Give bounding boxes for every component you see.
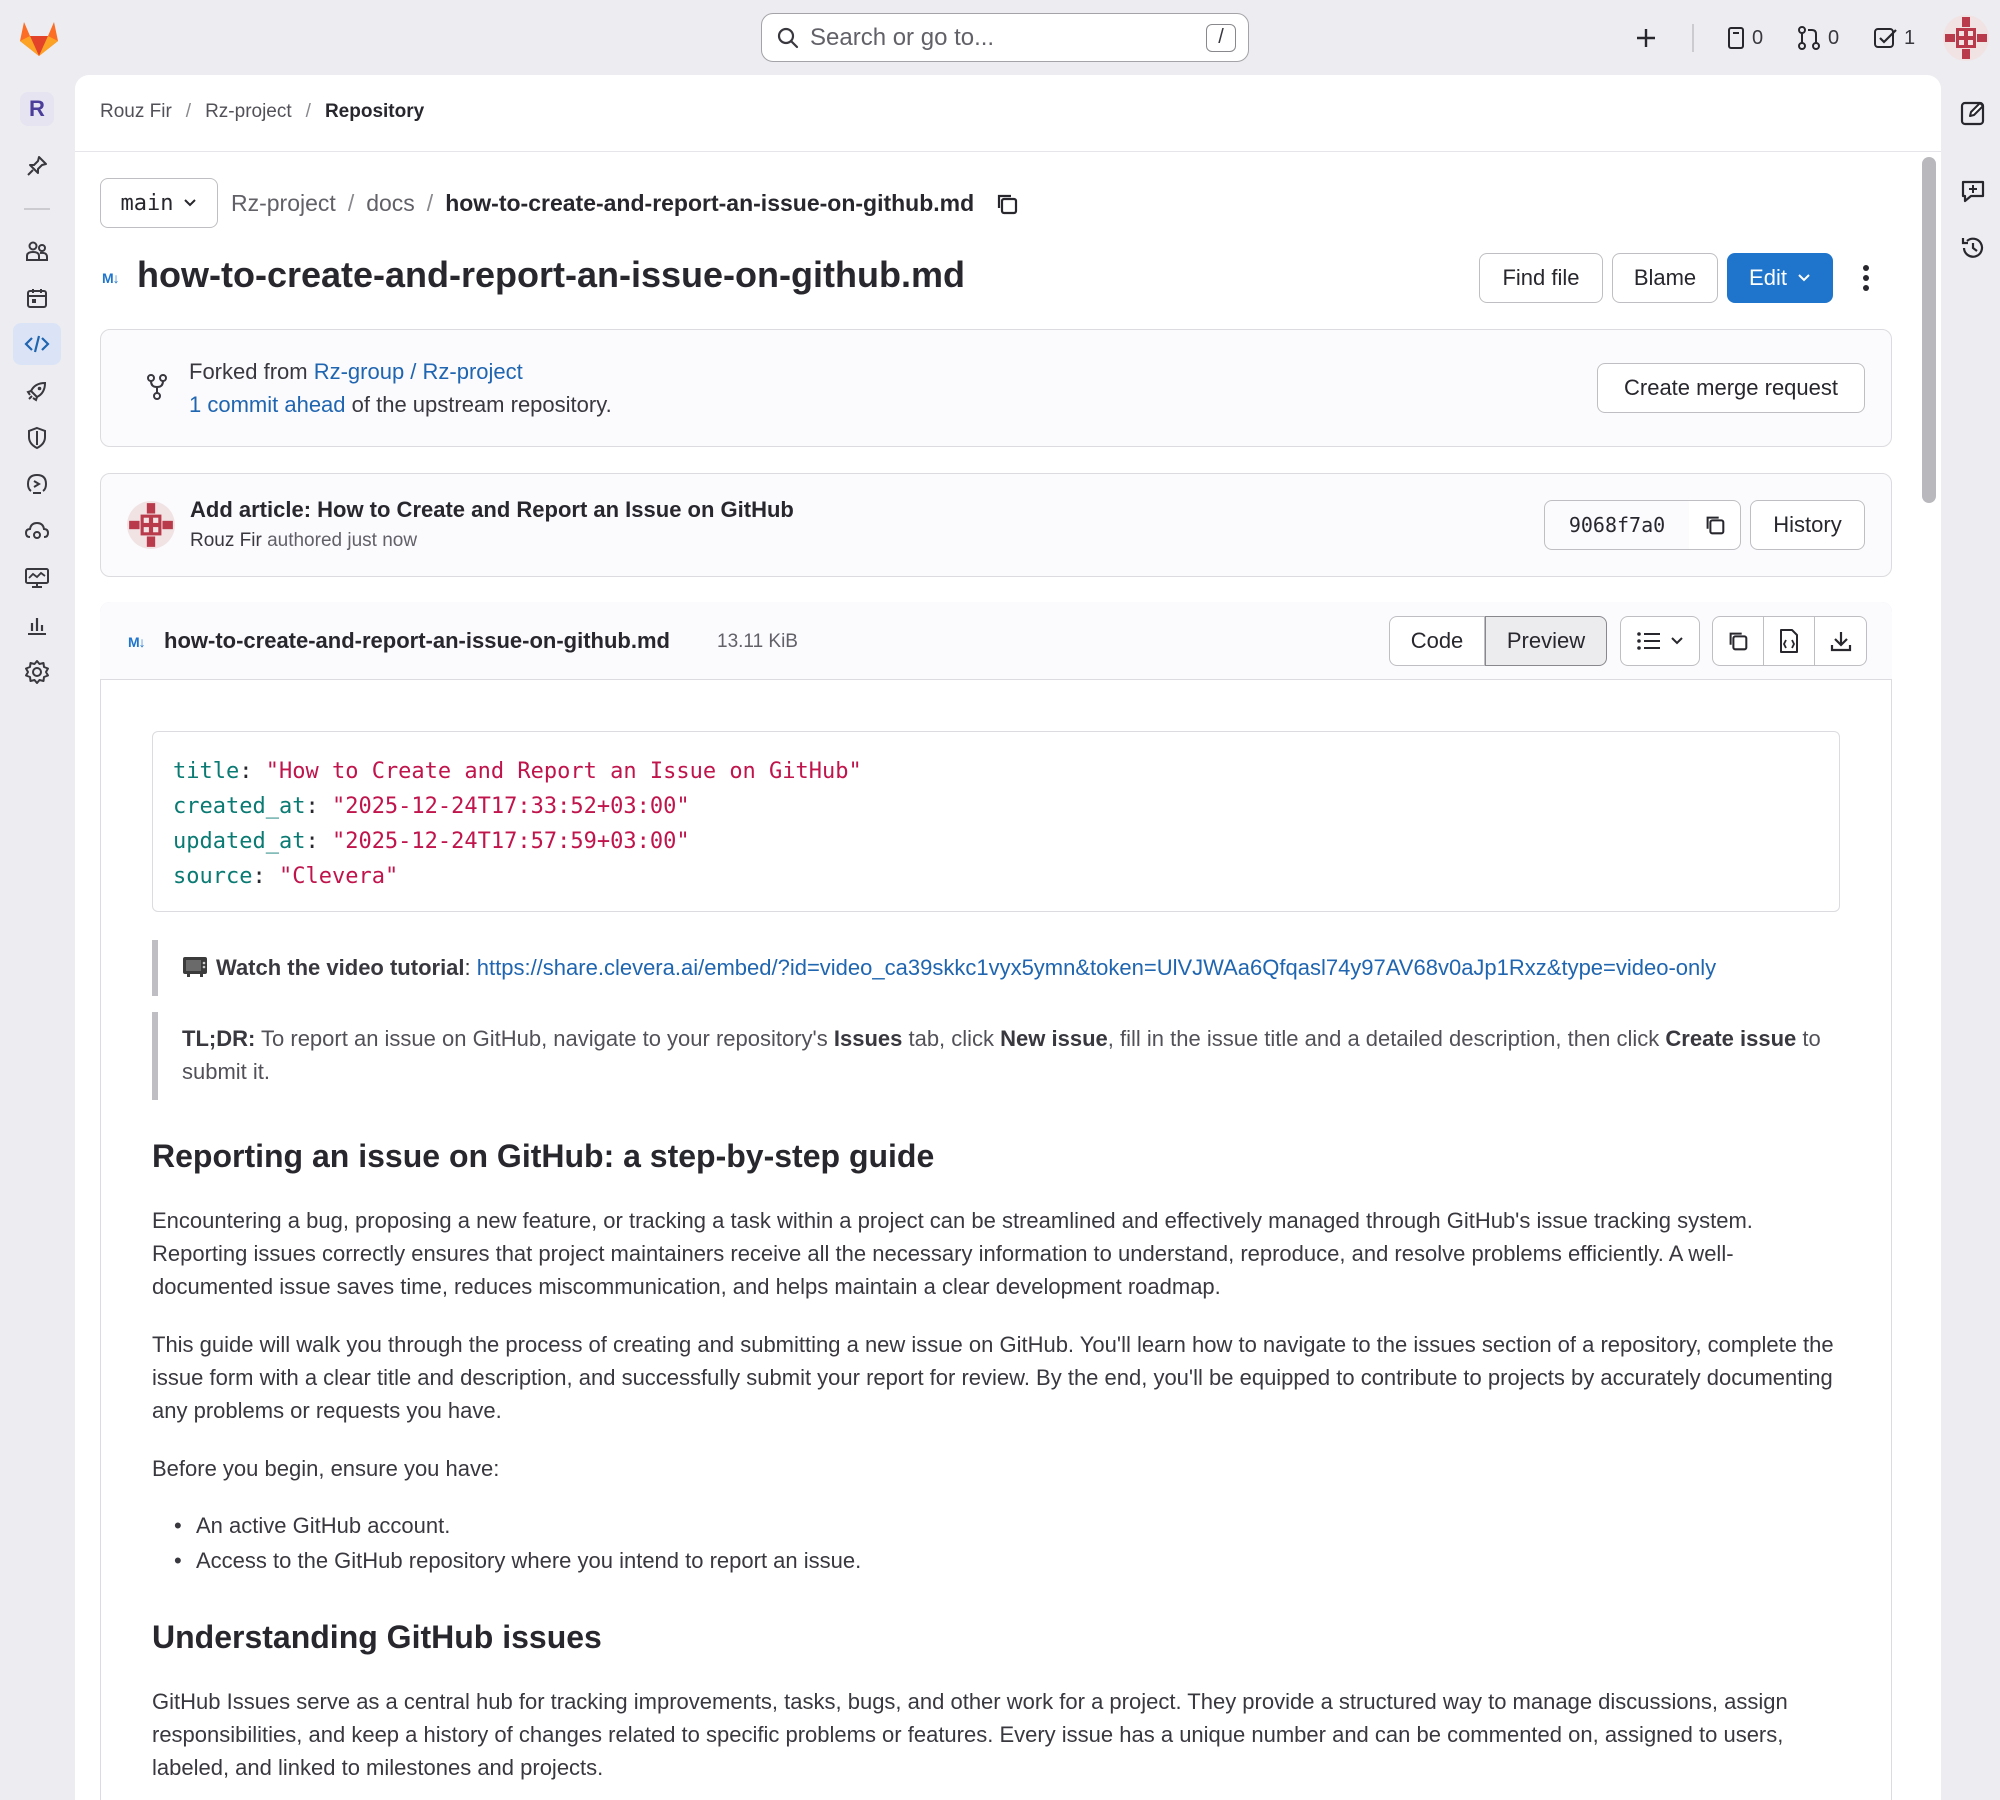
shield-icon bbox=[25, 426, 49, 450]
sidebar-item-deploy[interactable] bbox=[13, 463, 61, 505]
merge-requests-count: 0 bbox=[1828, 26, 1840, 49]
sidebar-item-build[interactable] bbox=[13, 370, 61, 412]
path-separator: / bbox=[347, 190, 355, 216]
copy-icon bbox=[1703, 513, 1727, 537]
monitor-icon bbox=[24, 566, 50, 590]
sidebar-item-secure[interactable] bbox=[13, 417, 61, 459]
issues-button[interactable] bbox=[1726, 25, 1763, 51]
code-view-button[interactable]: Code bbox=[1389, 616, 1485, 666]
commits-ahead-text: 1 commit ahead of the upstream repository. bbox=[189, 392, 612, 417]
merge-request-icon bbox=[1796, 25, 1822, 51]
front-matter-line: created_at: "2025-12-24T17:33:52+03:00" bbox=[173, 794, 690, 819]
commit-meta: Rouz Fir authored just now bbox=[190, 530, 418, 551]
front-matter-line: updated_at: "2025-12-24T17:57:59+03:00" bbox=[173, 829, 690, 854]
project-avatar[interactable]: R bbox=[20, 92, 54, 126]
copy-path-icon[interactable] bbox=[994, 191, 1020, 217]
issue-icon bbox=[1726, 25, 1746, 51]
list-item: • An active GitHub account. bbox=[196, 1513, 450, 1539]
todos-count: 1 bbox=[1904, 26, 1916, 49]
sidebar-item-code[interactable] bbox=[13, 323, 61, 365]
rocket-icon bbox=[25, 379, 49, 403]
commit-author[interactable]: Rouz Fir bbox=[190, 530, 262, 551]
breadcrumb-user[interactable]: Rouz Fir bbox=[100, 101, 172, 122]
fork-source-link[interactable]: Rz-group / Rz-project bbox=[313, 359, 523, 384]
breadcrumb-project[interactable]: Rz-project bbox=[205, 101, 292, 122]
path-segment-file: how-to-create-and-report-an-issue-on-github.md bbox=[445, 190, 975, 216]
comment-add-button[interactable] bbox=[1954, 172, 1992, 210]
breadcrumb-repository[interactable]: Repository bbox=[324, 101, 425, 122]
markdown-icon: M↓ bbox=[102, 270, 119, 286]
search-placeholder: Search or go to... bbox=[810, 23, 995, 51]
create-merge-request-button[interactable]: Create merge request bbox=[1597, 363, 1865, 413]
copy-contents-button[interactable] bbox=[1712, 616, 1764, 666]
breadcrumb-separator: / bbox=[185, 101, 192, 122]
todo-check-icon bbox=[1872, 25, 1898, 51]
rail-divider bbox=[24, 208, 50, 210]
breadcrumb bbox=[100, 101, 424, 123]
history-button[interactable] bbox=[1954, 229, 1992, 267]
kebab-menu-icon bbox=[1854, 260, 1878, 296]
outline-dropdown-button[interactable] bbox=[1620, 616, 1700, 666]
commit-sha[interactable]: 9068f7a0 bbox=[1544, 500, 1708, 550]
history-button[interactable]: History bbox=[1750, 500, 1865, 550]
sidebar-item-monitor[interactable] bbox=[13, 557, 61, 599]
cloud-gear-icon bbox=[24, 519, 50, 543]
blame-button[interactable]: Blame bbox=[1612, 253, 1718, 303]
branch-name: main bbox=[120, 190, 174, 216]
code-icon bbox=[24, 332, 50, 356]
file-title: how-to-create-and-report-an-issue-on-github.md bbox=[137, 254, 965, 295]
paragraph-issues-overview: GitHub Issues serve as a central hub for tracking improvements, tasks, bugs, and other work for a project. They provide a structured way to manage discussions, assign responsibilities, and keep a history of changes related to specific problems or features. Every issue has a unique number and can be commented on, assigned to users, labeled, and linked to milestones and projects. bbox=[152, 1689, 1788, 1780]
raw-file-icon bbox=[1778, 628, 1800, 654]
video-tutorial-quote: Watch the video tutorial: https://share.clevera.ai/embed/?id=video_ca39skkc1vyx5ymn&token=UlVJWAa6Qfqasl74y97AV68v0aJp1Rxz&type=video-only bbox=[152, 940, 1840, 996]
forked-from-text: Forked from Rz-group / Rz-project bbox=[189, 359, 523, 384]
chart-icon bbox=[25, 613, 49, 637]
copy-sha-button[interactable] bbox=[1689, 500, 1741, 550]
front-matter-line: source: "Clevera" bbox=[173, 864, 399, 889]
merge-requests-button[interactable] bbox=[1796, 25, 1839, 51]
gitlab-logo-icon[interactable] bbox=[16, 14, 62, 60]
tldr-quote: TL;DR: To report an issue on GitHub, navigate to your repository's Issues tab, click New issue, fill in the issue title and a detailed description, then click Create issue to submit it. bbox=[152, 1012, 1840, 1100]
edit-note-button[interactable] bbox=[1954, 94, 1992, 132]
chevron-down-icon bbox=[1670, 636, 1684, 646]
path-separator: / bbox=[426, 190, 434, 216]
branch-selector[interactable] bbox=[100, 178, 218, 228]
edit-button-label: Edit bbox=[1749, 265, 1787, 290]
file-path bbox=[231, 190, 1020, 217]
sidebar-item-operate[interactable] bbox=[13, 510, 61, 552]
pin-icon[interactable] bbox=[13, 145, 61, 187]
breadcrumb-separator: / bbox=[305, 101, 311, 122]
sidebar-item-manage[interactable] bbox=[13, 230, 61, 272]
fork-icon bbox=[145, 373, 169, 401]
search-icon bbox=[776, 26, 800, 50]
more-actions-button[interactable] bbox=[1854, 260, 1878, 296]
user-avatar[interactable] bbox=[1942, 14, 1990, 62]
markdown-icon: M↓ bbox=[128, 634, 145, 650]
file-size: 13.11 KiB bbox=[717, 631, 798, 652]
path-segment-project[interactable]: Rz-project bbox=[231, 190, 336, 216]
find-file-button[interactable]: Find file bbox=[1479, 253, 1603, 303]
deploy-icon bbox=[25, 472, 49, 496]
create-new-button[interactable] bbox=[1632, 24, 1660, 52]
front-matter-block bbox=[152, 731, 1840, 912]
topbar-divider bbox=[1692, 24, 1694, 52]
file-actions-group bbox=[1712, 616, 1867, 666]
commit-title[interactable]: Add article: How to Create and Report an Issue on GitHub bbox=[190, 497, 794, 522]
preview-view-button[interactable]: Preview bbox=[1485, 616, 1607, 666]
view-mode-toggle bbox=[1389, 616, 1607, 666]
list-item: • Access to the GitHub repository where you intend to report an issue. bbox=[196, 1548, 861, 1574]
heading-understanding-issues: Understanding GitHub issues bbox=[152, 1619, 602, 1655]
chevron-down-icon bbox=[183, 198, 197, 208]
paragraph-guide: This guide will walk you through the process of creating and submitting a new issue on GitHub. You'll learn how to navigate to the issues section of a repository, complete the issue form with a clear title and description, and successfully submit your report for review. By the end, you'll be equipped to contribute to projects by accurately documenting any problems or requests you have. bbox=[152, 1332, 1834, 1423]
edit-button[interactable] bbox=[1727, 253, 1833, 303]
download-icon bbox=[1829, 629, 1853, 653]
paragraph-prereq: Before you begin, ensure you have: bbox=[152, 1456, 500, 1481]
search-bar[interactable] bbox=[761, 13, 1249, 62]
issues-count: 0 bbox=[1752, 26, 1764, 49]
chevron-down-icon bbox=[1797, 273, 1811, 283]
paragraph-intro: Encountering a bug, proposing a new feature, or tracking a task within a project can be streamlined and effectively managed through GitHub's issue tracking system. Reporting issues correctly ensures that project maintainers receive all the necessary information to understand, reproduce, and resolve problems efficiently. A well-documented issue saves time, reduces miscommunication, and helps maintain a clear development roadmap. bbox=[152, 1208, 1753, 1299]
scrollbar-thumb[interactable] bbox=[1922, 157, 1936, 503]
users-icon bbox=[25, 239, 49, 263]
comment-plus-icon bbox=[1959, 177, 1987, 205]
tv-icon bbox=[182, 954, 208, 978]
download-button[interactable] bbox=[1815, 616, 1867, 666]
gear-icon bbox=[24, 659, 50, 685]
open-raw-button[interactable] bbox=[1764, 616, 1815, 666]
front-matter-line: title: "How to Create and Report an Issue on GitHub" bbox=[173, 759, 862, 784]
sidebar-item-settings[interactable] bbox=[13, 651, 61, 693]
copy-icon bbox=[1726, 629, 1750, 653]
commit-author-avatar[interactable] bbox=[126, 500, 176, 550]
todos-button[interactable] bbox=[1872, 25, 1915, 51]
plus-icon bbox=[1632, 24, 1660, 52]
viewer-file-name: how-to-create-and-report-an-issue-on-github.md bbox=[164, 628, 670, 653]
commits-ahead-link[interactable]: 1 commit ahead bbox=[189, 392, 346, 417]
sidebar-item-plan[interactable] bbox=[13, 277, 61, 319]
video-tutorial-link[interactable]: https://share.clevera.ai/embed/?id=video_ca39skkc1vyx5ymn&token=UlVJWAa6Qfqasl74y97AV68v0aJp1Rxz&type=video-only bbox=[476, 955, 1717, 980]
search-shortcut: / bbox=[1206, 24, 1236, 52]
path-segment-docs[interactable]: docs bbox=[366, 190, 415, 216]
heading-step-by-step: Reporting an issue on GitHub: a step-by-step guide bbox=[152, 1138, 935, 1174]
calendar-icon bbox=[25, 286, 49, 310]
history-icon bbox=[1959, 234, 1987, 262]
edit-note-icon bbox=[1959, 99, 1987, 127]
sidebar-item-analyze[interactable] bbox=[13, 604, 61, 646]
list-icon bbox=[1636, 630, 1662, 652]
